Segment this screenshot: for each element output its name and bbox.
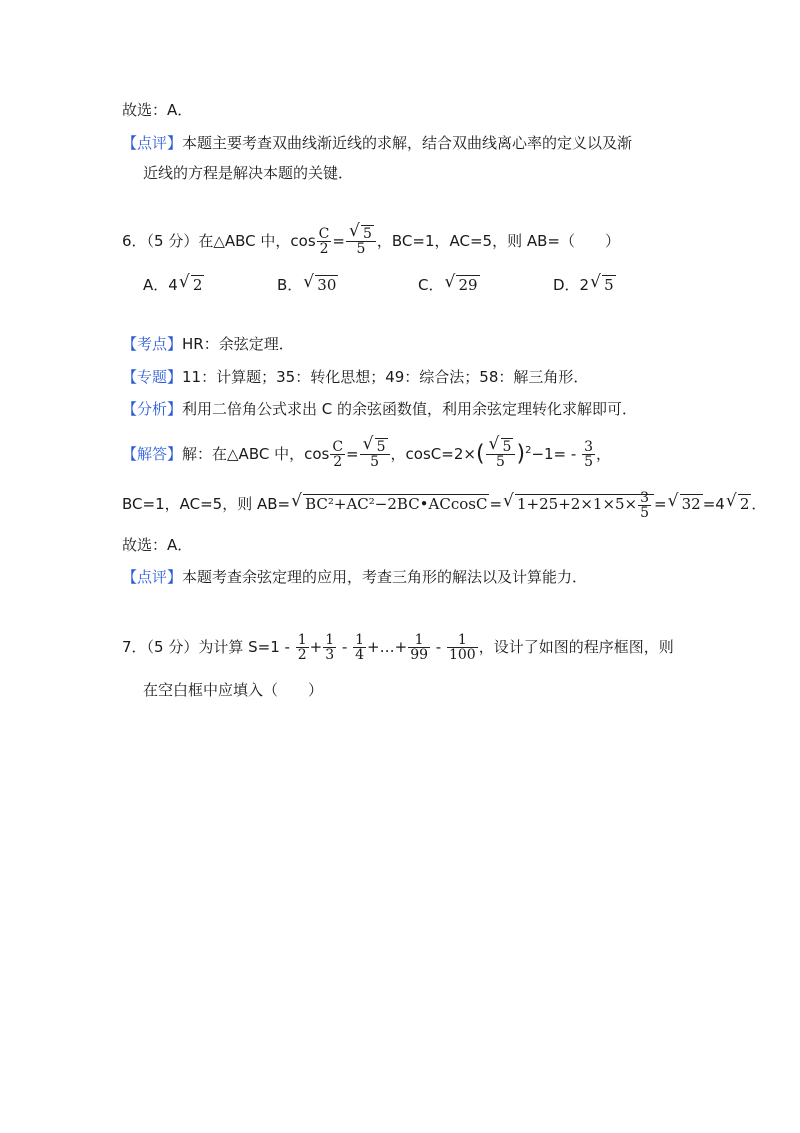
q6-kaodian: 【考点】HR：余弦定理． [122,335,294,353]
q6-fenxi: 【分析】利用二倍角公式求出 C 的余弦函数值，利用余弦定理转化求解即可． [122,400,638,418]
sqrt-symbol: √ 29 [444,272,478,294]
fraction-sqrt5-5: √ 5 5 [346,227,376,256]
sqrt-symbol: √ 1+25+2×1×5× $\frac{3}{5}$ [503,487,654,521]
q6-zhuanti: 【专题】11：计算题；35：转化思想；49：综合法；58：解三角形． [122,368,589,386]
prev-answer: 故选：A． [122,101,193,119]
q6-jieda-line-2: BC=1，AC=5，则 AB= √ BC²+AC²−2BC•ACcosC = √ 1+25+2×1×5× $\frac{3}{5}$ = √ 32 =4 √ 2 ． [122,487,766,521]
frac-den: 2 [319,241,329,257]
q6-prefix: 6．（5 分）在△ABC 中，cos [122,232,316,250]
comment-tag: 【点评】 [122,134,183,152]
zhuanti-tag: 【专题】 [122,368,183,386]
q7-stem-line-2: 在空白框中应填入（ ） [143,681,324,699]
kaodian-tag: 【考点】 [122,335,183,353]
q6-option-d[interactable]: D．2 √ 5 [553,272,614,294]
prev-comment-line-2: 近线的方程是解决本题的关键． [143,164,354,182]
sqrt-symbol: √ 5 [348,221,372,242]
fraction-c-2 [317,227,332,256]
q7-stem: 7．（5 分）为计算 S=1 - $\frac{1}{2}$ + $\frac{1}{3}$ - $\frac{1}{4}$ +…+ $\frac{1}{99}$ - $\frac{1}{100}$ ，设计了如图的程序框图，则 [122,632,674,663]
comment-text: 本题主要考查双曲线渐近线的求解，结合双曲线离心率的定义以及渐 [182,134,633,152]
prev-comment-line-1 [122,133,632,153]
q6-option-b[interactable]: B． √ 30 [277,272,337,294]
sqrt-symbol: √ 2 [178,272,203,294]
sqrt-symbol: √ 30 [303,272,337,294]
sqrt-symbol: √ 5 [590,272,614,294]
q6-option-c[interactable]: C． √ 29 [418,272,478,294]
equals: = [332,232,345,250]
jieda-tag: 【解答】 [122,445,183,463]
q6-comment: 【点评】本题考查余弦定理的应用，考查三角形的解法以及计算能力． [122,568,588,586]
q6-option-a[interactable]: A．4 √ 2 [143,272,203,294]
q6-suffix: ，BC=1，AC=5，则 AB=（ ） [376,232,620,250]
sqrt-symbol: √ BC²+AC²−2BC•ACcosC [291,491,488,513]
fenxi-tag: 【分析】 [122,400,183,418]
frac-num: C [318,226,330,242]
q6-answer: 故选：A． [122,536,193,554]
q6-jieda-line-1: 【解答】解：在△ABC 中，cos $\frac{C}{2}$ = √ 5 5 ，cosC=2×( √ 5 5 )$^2$−1= - $\frac{3}{5}$ ， [122,434,612,470]
comment-tag: 【点评】 [122,568,183,586]
q6-stem [122,221,620,257]
